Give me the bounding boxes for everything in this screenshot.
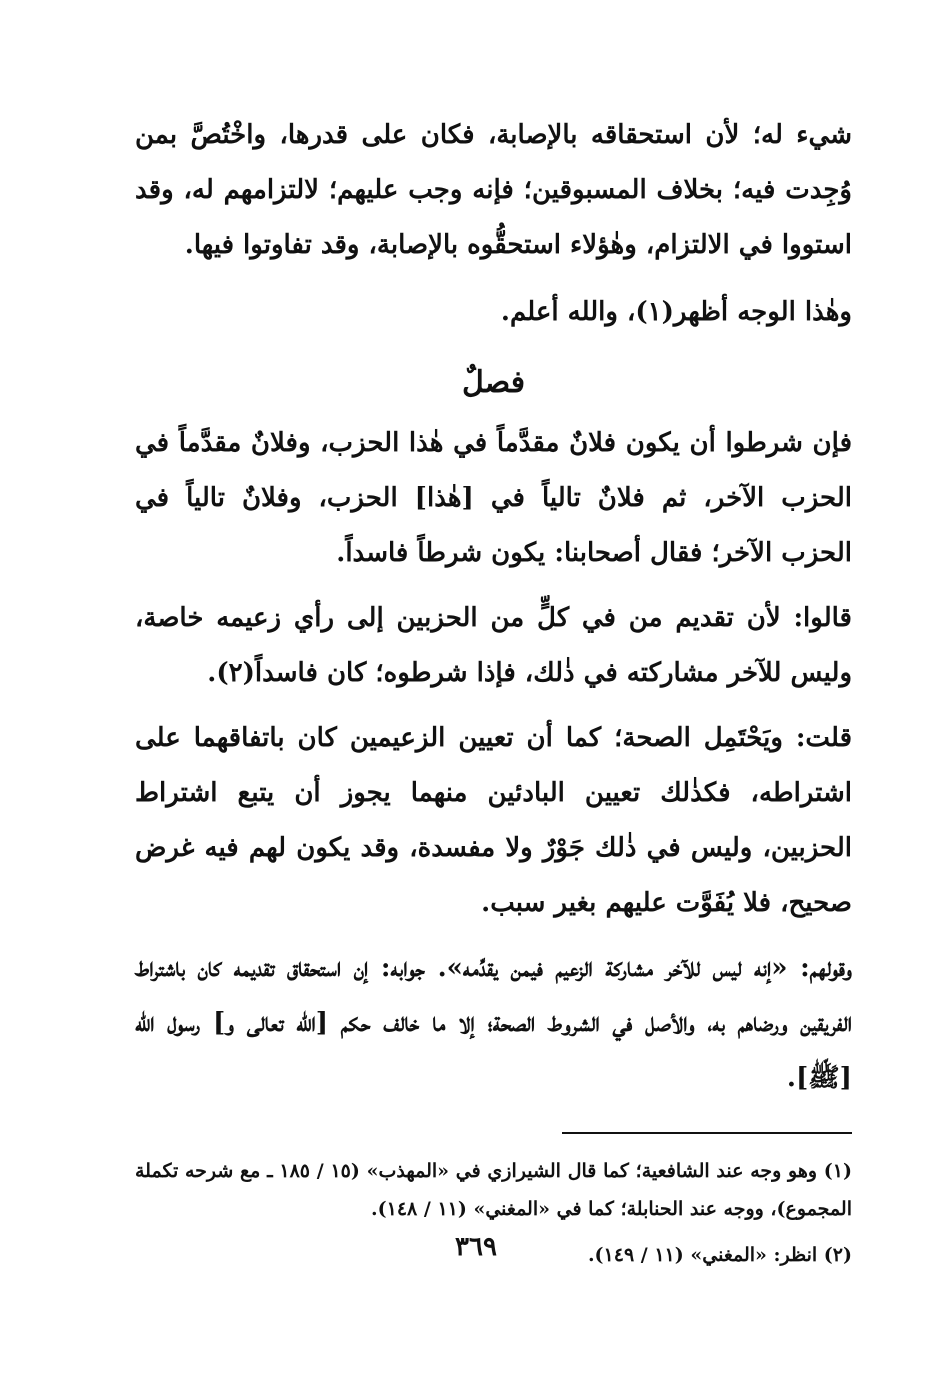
body-paragraph: قالوا: لأن تقديم من في كلٍّ من الحزبين إلى رأي زعيمه خاصة، وليس للآخر مشاركته في ذٰلك، فإذا شرطوه؛ كان فاسداً(٢). [135,603,852,688]
body-paragraph: وهٰذا الوجه أظهر(١)، والله أعلم. [500,297,852,327]
body-paragraph: فإن شرطوا أن يكون فلانٌ مقدَّماً في هٰذا الحزب، وفلانٌ مقدَّماً في الحزب الآخر، ثم فلانٌ تالياً في [هٰذا] الحزب، وفلانٌ تالياً في الحزب الآخر؛ فقال أصحابنا: يكون شرطاً فاسداً. [135,428,852,568]
footnote: (٢) انظر: «المغني» (١١ / ١٤٩). [587,1244,852,1266]
body-paragraph: قلت: ويَحْتَمِل الصحة؛ كما أن تعيين الزعيمين كان باتفاقهما على اشتراطه، فكذٰلك تعيين البادئين منهما يجوز أن يتبع اشتراط الحزبين، وليس في ذٰلك جَوْرٌ ولا مفسدة، وقد يكون لهم فيه غرض صحيح، فلا يُفَوَّت عليهم بغير سبب. [135,723,852,918]
body-paragraph: شيء له؛ لأن استحقاقه بالإصابة، فكان على قدرها، واخْتُصَّ بمن وُجِدت فيه؛ بخلاف المسبوقين؛ فإنه وجب عليهم؛ لالتزامهم له، وقد استووا في الالتزام، وهٰؤلاء استحقُّوه بالإصابة، وقد تفاوتوا فيها. [135,120,852,260]
section-heading: فصلٌ [461,365,526,400]
footnote-separator [562,1132,852,1134]
footnote: (١) وهو وجه عند الشافعية؛ كما قال الشيرازي في «المهذب» (١٥ / ١٨٥ ـ مع شرحه تكملة المجموع)، ووجه عند الحنابلة؛ كما في «المغني» (١١ / ١٤٨). [135,1160,852,1220]
page-number: ٣٦٩ [455,1232,497,1262]
body-paragraph: وقولهم: «إنه ليس للآخر مشاركة الزعيم فيمن يقدِّمه». جوابه: إن استحقاق تقديمه كان باشتراط الفريقين ورضاهم به، والأصل في الشروط الصحة؛ إلا ما خالف حكم [الله تعالى و] رسول الله [ﷺ]. [135,953,852,1093]
